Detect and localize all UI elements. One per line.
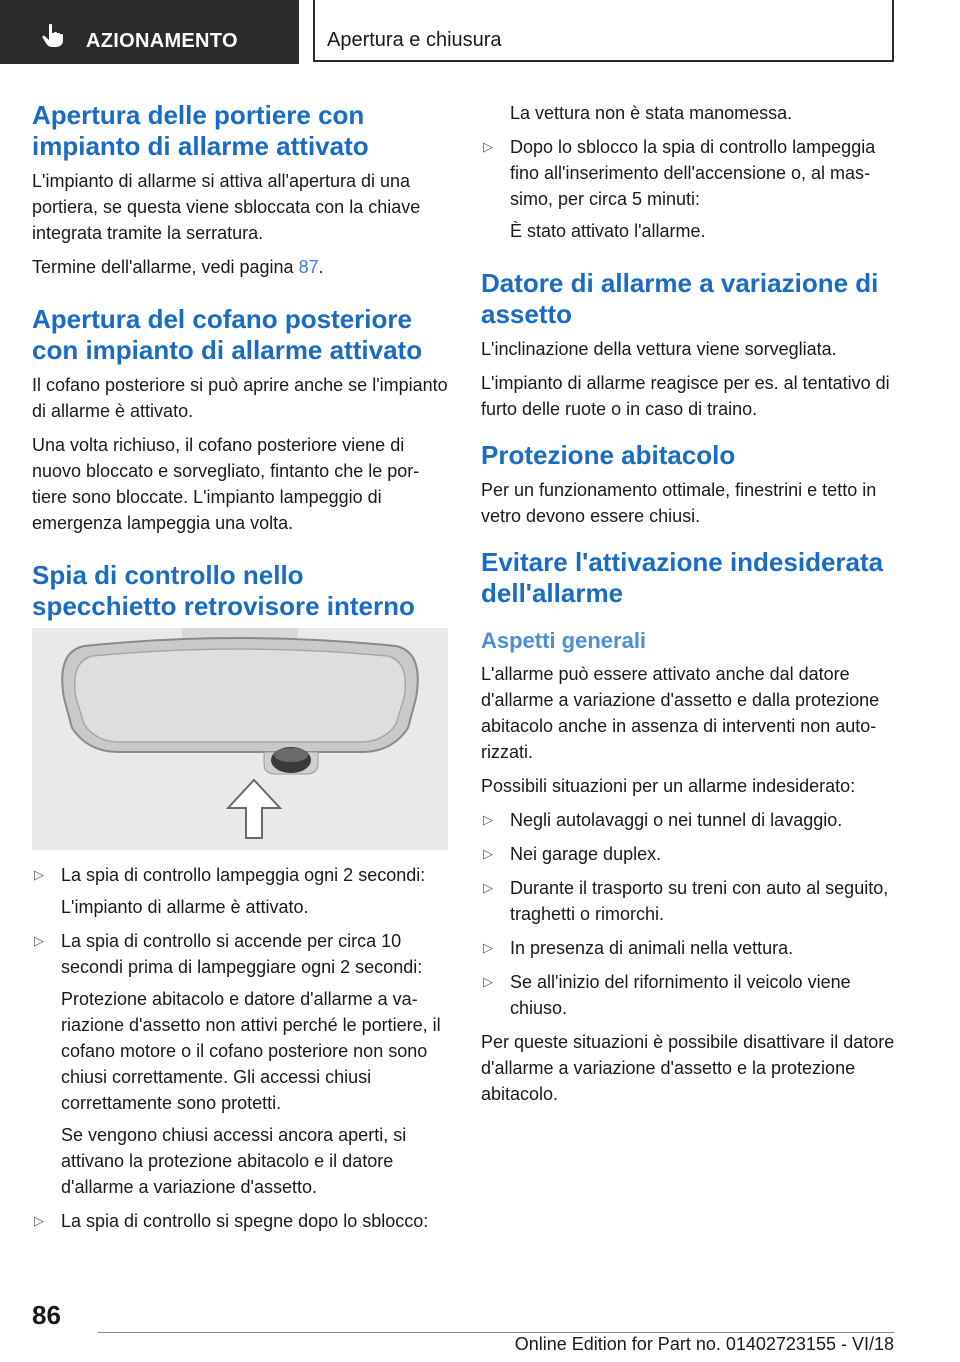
paragraph-page-ref: Termine dell'allarme, vedi pagina 87. (32, 257, 324, 277)
list-item: ▷ La spia di controllo si accende per circa 10 secondi prima di lampeggiare ogni 2 secondi: Protezione abitacolo e datore d'allarme a variazione d'assetto non attivi perché le portiere, il cofano motore o il cofano posteriore non sono chiusi correttamente. Gli accessi chiusi correttamente sono protetti. Se vengono chiusi accessi ancora aperti, si attivano la protezione abitacolo e il datore d'allarme a variazione d'assetto. (32, 928, 448, 1200)
triangle-bullet-icon: ▷ (483, 974, 493, 989)
section-label: AZIONAMENTO (86, 30, 238, 52)
list-item: ▷ La spia di controllo lampeggia ogni 2 secondi: L'impianto di allarme è attivato. (32, 862, 448, 920)
section-tab (0, 0, 299, 64)
paragraph: Per queste situazioni è possibile disattivare il datore d'allarme a variazione d'assetto e la protezione abitacolo. (481, 1032, 895, 1104)
triangle-bullet-icon: ▷ (483, 940, 493, 955)
indicator-list (32, 862, 448, 1234)
list-item: ▷ Nei garage duplex. (481, 841, 897, 867)
page-header (0, 0, 960, 66)
triangle-bullet-icon: ▷ (34, 933, 44, 948)
rearview-mirror-icon (32, 628, 448, 850)
subheading-general: Aspetti generali (481, 628, 647, 653)
page-tab (313, 0, 894, 62)
list-item: ▷ Se all'inizio del rifornimento il veicolo viene chiuso. (481, 969, 897, 1021)
edition-note: Online Edition for Part no. 01402723155 - VI/18 (514, 1334, 894, 1354)
triangle-bullet-icon: ▷ (483, 846, 493, 861)
heading-doors-alarm: Apertura delle portiere con impianto di allarme attivato (32, 100, 369, 161)
heading-interior-protection: Protezione abitacolo (481, 440, 736, 470)
page-number: 86 (32, 1300, 61, 1330)
left-column (32, 100, 448, 1242)
triangle-bullet-icon: ▷ (483, 880, 493, 895)
unlock-list (481, 134, 897, 244)
continued-text: La vettura non è stata manomessa. (510, 103, 793, 123)
triangle-bullet-icon: ▷ (483, 812, 493, 827)
list-item: ▷ Negli autolavaggi o nei tunnel di lavaggio. (481, 807, 897, 833)
paragraph: Possibili situazioni per un allarme indesiderato: (481, 776, 856, 796)
paragraph: Per un funzionamento ottimale, finestrini e tetto in vetro devono essere chiusi. (481, 480, 877, 526)
false-alarm-list (481, 807, 897, 1021)
list-item: ▷ In presenza di animali nella vettura. (481, 935, 897, 961)
page-link[interactable]: 87 (298, 257, 319, 277)
list-item: ▷ Durante il trasporto su treni con auto al seguito, traghetti o rimorchi. (481, 875, 897, 927)
paragraph: Il cofano posteriore si può aprire anche se l'impianto di allarme è attivato. (32, 375, 448, 421)
mirror-illustration (32, 628, 448, 850)
heading-tailgate-alarm: Apertura del cofano posteriore con impianto di allarme attivato (32, 304, 423, 365)
heading-tilt-sensor: Datore di allarme a variazione di assetto (481, 268, 879, 329)
triangle-bullet-icon: ▷ (483, 139, 493, 154)
list-item: ▷ Dopo lo sblocco la spia di controllo lampeggia fino all'inserimento dell'accensione o, al massimo, per circa 5 minuti: È stato attivato l'allarme. (481, 134, 897, 244)
paragraph: L'impianto di allarme reagisce per es. al tentativo di furto delle ruote o in caso di traino. (481, 373, 890, 419)
list-item: ▷ La spia di controllo si spegne dopo lo sblocco: (32, 1208, 448, 1234)
triangle-bullet-icon: ▷ (34, 1213, 44, 1228)
page-label: Apertura e chiusura (327, 29, 502, 51)
hand-pointer-icon (40, 22, 66, 48)
paragraph: Una volta richiuso, il cofano posteriore viene di nuovo bloccato e sorvegliato, fintanto che le portiere sono bloccate. L'impianto lampeggio di emergenza lampeggia una volta. (32, 435, 420, 533)
heading-avoid-false-alarm: Evitare l'attivazione indesiderata dell'allarme (481, 547, 884, 608)
heading-indicator-mirror: Spia di controllo nello specchietto retrovisore interno (32, 560, 415, 621)
paragraph: L'inclinazione della vettura viene sorvegliata. (481, 339, 837, 359)
triangle-bullet-icon: ▷ (34, 867, 44, 882)
footer-divider (98, 1332, 894, 1333)
right-column (481, 100, 897, 1115)
paragraph: L'impianto di allarme si attiva all'apertura di una portiera, se questa viene sbloccata con la chiave integrata tramite la serratura. (32, 171, 421, 243)
paragraph: L'allarme può essere attivato anche dal datore d'allarme a variazione d'assetto e dalla protezione abitacolo anche in assenza di interventi non autorizzati. (481, 664, 880, 762)
